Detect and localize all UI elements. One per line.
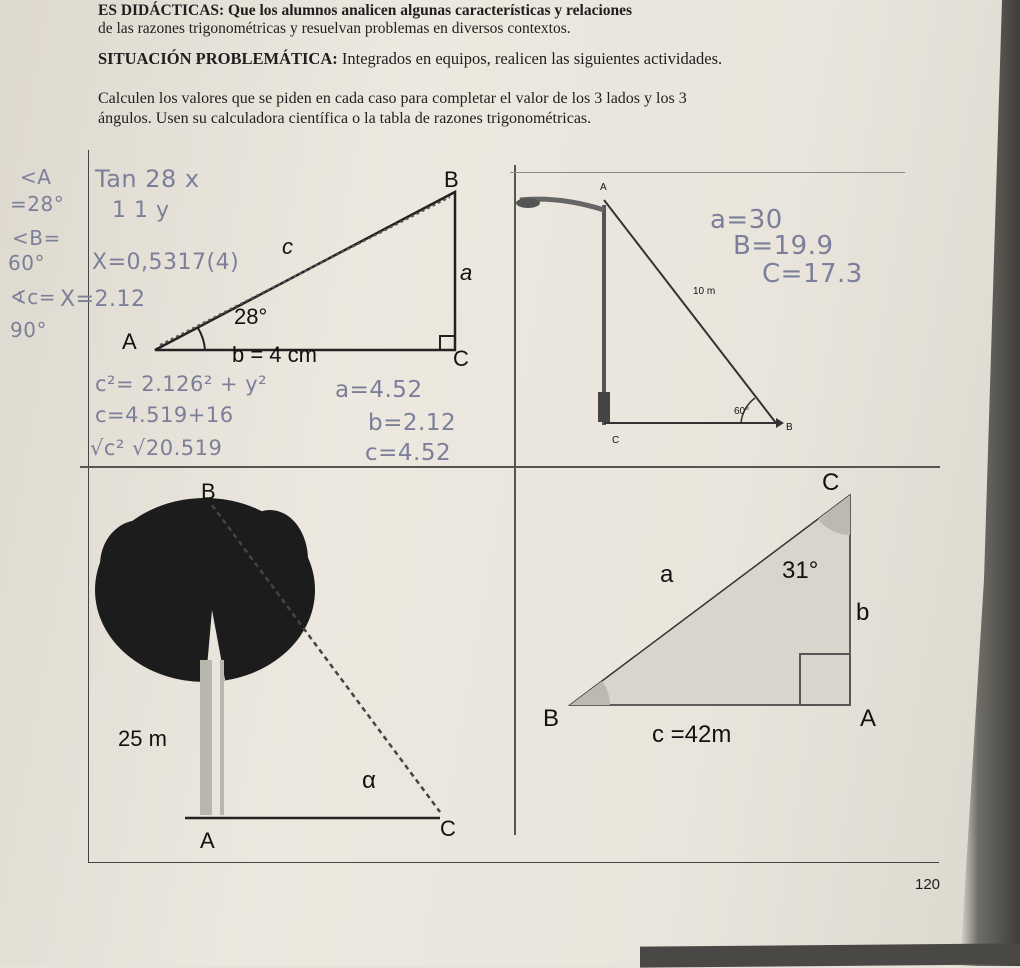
problem3-tree-figure: [95, 498, 440, 818]
p4-side-c: c =42m: [652, 721, 732, 748]
p3-vertex-b: B: [201, 479, 216, 504]
page-number: 120: [915, 876, 941, 893]
hw-angle-b-value: 60°: [8, 251, 45, 275]
hw-a-result: a=4.52: [335, 377, 423, 403]
hw-angle-c: ∢c=: [10, 285, 57, 309]
p4-vertex-a: A: [860, 705, 877, 732]
p4-vertex-c: C: [822, 469, 840, 496]
p1-vertex-c: C: [453, 346, 469, 371]
hw-pythagoras: c²= 2.126² + y²: [95, 372, 268, 396]
hw-angle-a: <A: [20, 165, 52, 189]
hw-tan-ratio-den: 1 1 y: [112, 198, 170, 223]
hw-p2-b: B=19.9: [733, 231, 834, 261]
problem4-triangle: [570, 495, 850, 705]
hw-x-result: X=2.12: [60, 287, 146, 312]
situacion-label: SITUACIÓN PROBLEMÁTICA:: [98, 49, 338, 68]
hw-c-result: c=4.52: [365, 440, 452, 466]
p1-vertex-b: B: [444, 167, 459, 192]
hw-pythagoras-sum: c=4.519+16: [95, 403, 234, 427]
p4-side-a: a: [660, 561, 674, 588]
p2-angle: 60°: [734, 406, 750, 417]
header-line-2: de las razones trigonométricas y resuelvan problemas en diversos contextos.: [98, 20, 571, 37]
p2-hypotenuse: 10 m: [693, 286, 716, 297]
p1-side-c: c: [282, 234, 293, 259]
hw-x-value: X=0,5317(4): [92, 250, 240, 275]
p3-vertex-c: C: [440, 816, 456, 841]
p4-angle: 31°: [782, 557, 819, 584]
p1-side-b: b = 4 cm: [232, 342, 317, 367]
header-line-1: ES DIDÁCTICAS: Que los alumnos analicen algunas características y relaciones: [98, 2, 633, 19]
hw-p2-c: C=17.3: [762, 259, 863, 289]
hw-tan-ratio: Tan 28 x: [95, 165, 200, 193]
p3-height: 25 m: [118, 726, 167, 751]
hw-angle-a-value: =28°: [10, 192, 65, 216]
hw-p2-a: a=30: [710, 205, 783, 235]
instructions-line-1: Calculen los valores que se piden en cada caso para completar el valor de los 3 lados y los 3: [98, 90, 687, 107]
p1-vertex-a: A: [122, 329, 137, 354]
p2-vertex-b: B: [786, 422, 793, 433]
situacion-text: Integrados en equipos, realicen las siguientes actividades.: [341, 49, 723, 68]
p2-vertex-a: A: [600, 182, 607, 193]
p4-vertex-b: B: [543, 705, 560, 732]
p1-side-a: a: [460, 260, 473, 285]
hw-sqrt: √c² √20.519: [90, 436, 223, 460]
hw-angle-b: <B=: [12, 226, 61, 250]
p3-vertex-a: A: [200, 828, 215, 853]
hw-angle-c-value: 90°: [10, 318, 47, 342]
p2-vertex-c: C: [612, 435, 620, 446]
p3-angle: α: [362, 767, 376, 794]
hw-b-result: b=2.12: [368, 410, 457, 436]
instructions-line-2: ángulos. Usen su calculadora científica o la tabla de razones trigonométricas.: [98, 110, 592, 127]
p1-angle: 28°: [234, 304, 268, 329]
p4-side-b: b: [856, 599, 870, 626]
